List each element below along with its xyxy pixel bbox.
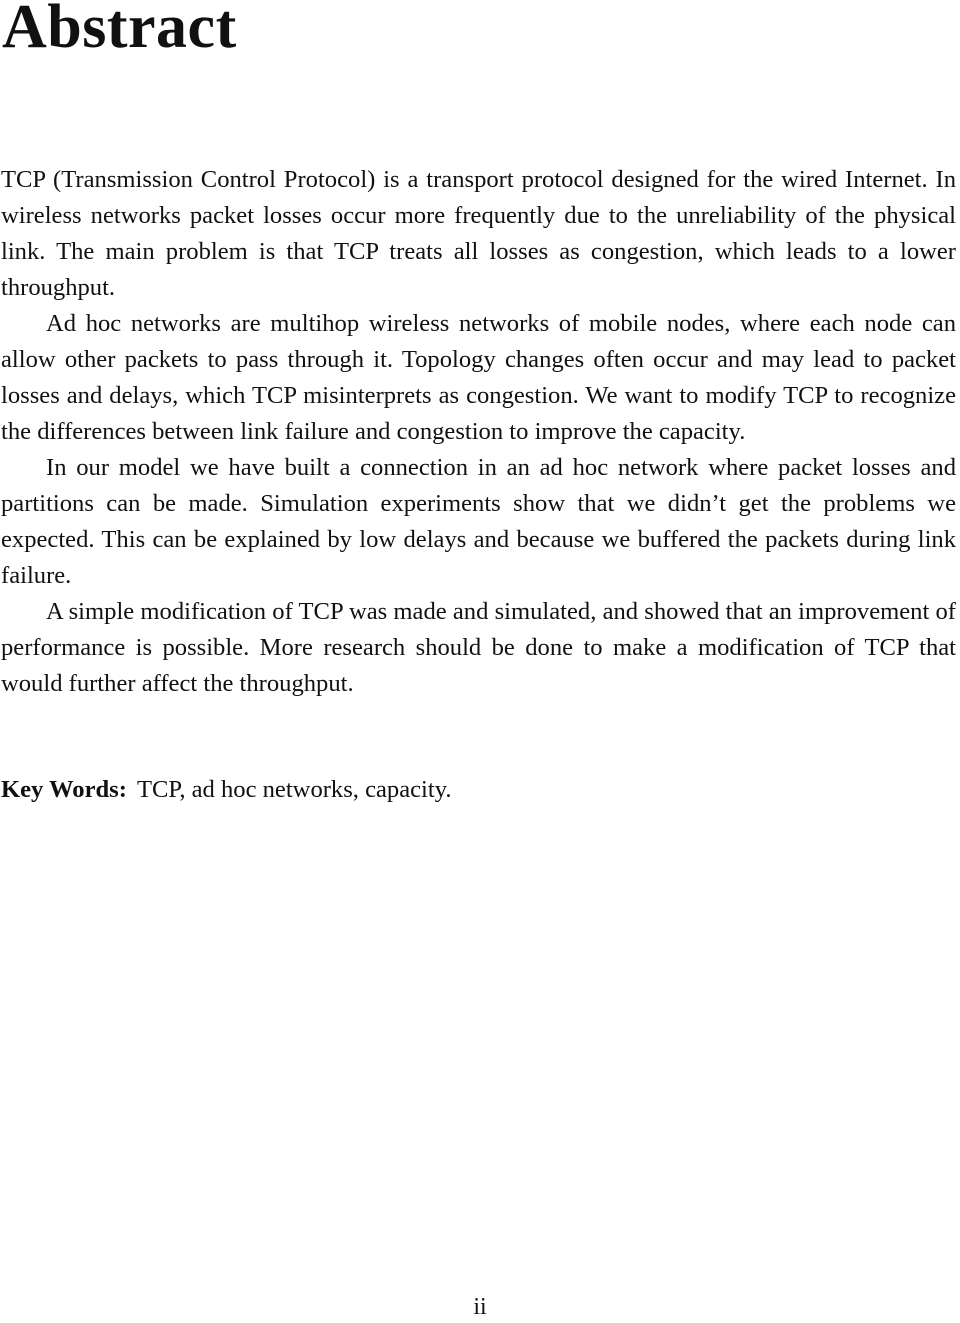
keywords-text: TCP, ad hoc networks, capacity. (136, 776, 452, 803)
abstract-paragraph-3: In our model we have built a connection in an ad hoc network where packet losses and partitions can be made. Simulation experiments show that we didn’t get the problems we expected. This can be explained by low delays and because we buffered the packets during link failure. (1, 454, 956, 589)
abstract-paragraph-2: Ad hoc networks are multihop wireless networks of mobile nodes, where each node can allow other packets to pass through it. Topology changes often occur and may lead to packet losses and delays, which TCP misinterprets as congestion. We want to modify TCP to recognize the differences between link failure and congestion to improve the capacity. (1, 310, 956, 445)
abstract-paragraph-1: TCP (Transmission Control Protocol) is a transport protocol designed for the wired Internet. In wireless networks packet losses occur more frequently due to the unreliability of the physical link. The main problem is that TCP treats all losses as congestion, which leads to a lower throughput. (1, 166, 956, 301)
abstract-paragraph-4: A simple modification of TCP was made and simulated, and showed that an improvement of performance is possible. More research should be done to make a modification of TCP that would further affect the throughput. (1, 598, 956, 697)
abstract-body (1, 162, 956, 702)
keywords-label: Key Words: (1, 776, 127, 803)
keywords-line (1, 772, 452, 808)
page-number: ii (473, 1294, 487, 1320)
page-title: Abstract (2, 0, 237, 61)
